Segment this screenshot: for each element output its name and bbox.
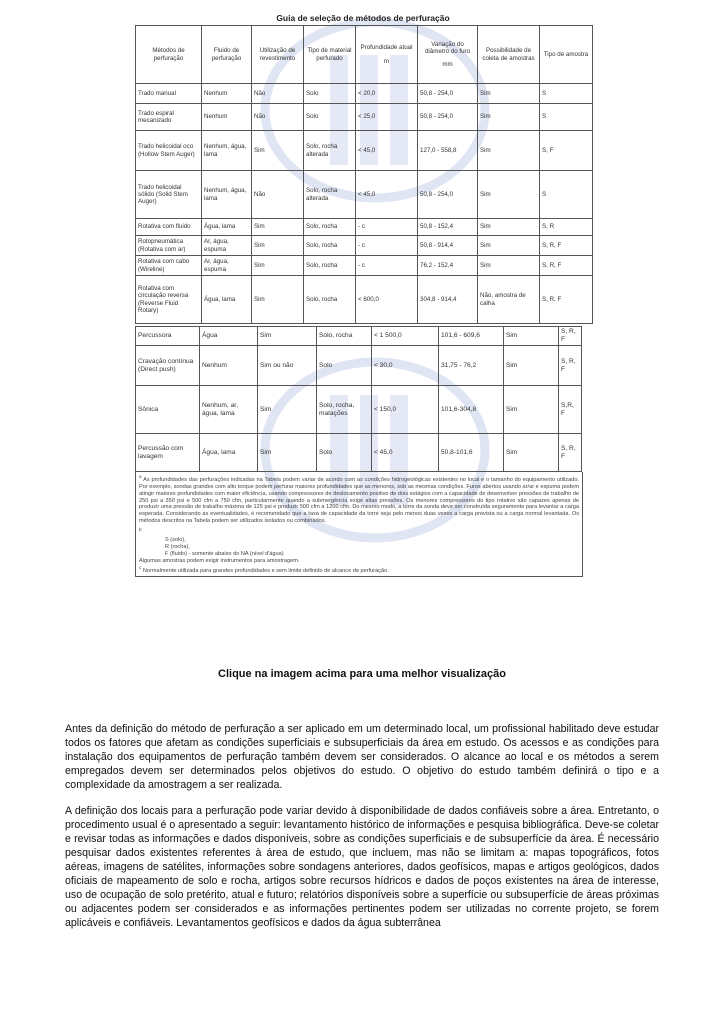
table-cell: < 600,0 <box>356 276 418 324</box>
table-cell: Sônica <box>136 386 200 434</box>
table-cell: S <box>540 171 593 219</box>
table-cell: 50,8 - 914,4 <box>418 236 478 256</box>
table-row <box>136 236 593 256</box>
table-cell: Solo, rocha <box>304 236 356 256</box>
table-cell: Sim <box>252 131 304 171</box>
table-cell: < 1 500,0 <box>372 327 439 346</box>
header-cell: Profundidade atual m <box>356 26 418 84</box>
table-header-row <box>136 26 593 84</box>
table-cell: S <box>540 84 593 104</box>
header-cell: Variação do diâmetro do furo mm <box>418 26 478 84</box>
table-cell: Sim <box>258 434 317 472</box>
table-cell: 101,6 - 609,6 <box>439 327 504 346</box>
table-row <box>136 219 593 236</box>
table-cell: - c <box>356 236 418 256</box>
table-cell: Solo, rocha <box>304 256 356 276</box>
table-cell: Sim <box>258 327 317 346</box>
table-row <box>136 434 582 472</box>
table-cell: 50,8-101,6 <box>439 434 504 472</box>
footnote-b: b <box>139 527 142 533</box>
table-cell: Sim <box>478 84 540 104</box>
table-cell: S, R, F <box>559 327 582 346</box>
table-cell: Ar, água, espuma <box>202 256 252 276</box>
table-cell: S, F <box>540 131 593 171</box>
table-cell: < 25,0 <box>356 104 418 131</box>
table-cell: < 45,0 <box>356 171 418 219</box>
table-cell: < 150,0 <box>372 386 439 434</box>
table-footnotes <box>135 472 583 577</box>
footnote-b-item: S (solo), <box>165 536 186 543</box>
table-cell: 50,8 - 254,0 <box>418 171 478 219</box>
table-cell: Solo, rocha <box>304 276 356 324</box>
table-cell: Sim <box>504 346 559 386</box>
table-cell: Rotativa com cabo (Wireline) <box>136 256 202 276</box>
table-cell: < 45,0 <box>356 131 418 171</box>
table-cell: < 30,0 <box>372 346 439 386</box>
table-cell: Sim <box>258 386 317 434</box>
paragraph: A definição dos locais para a perfuração pode variar devido à disponibilidade de dados confiáveis sobre a área. Entretanto, o procedimento usual é o apresentado a seguir: levantamento histórico de informações e pesquisa bibliográfica. Deve-se coletar e revisar todas as informações e dados disponíveis, sobre as condições superficiais e de subsuperfície da área. É necessário pesquisar dados existentes referentes à área de estudo, que incluem, mas não se limitam a: mapas topográficos, fotos aéreas, imagens de satélites, informações sobre sondagens anteriores, dados geofísicos, mapas e artigos geológicos, dados oficiais de mapeamento de solo e rocha, artigos sobre recursos hídricos e dados de poços existentes na área de interesse, uso de ocupação de solo pretérito, atual e futuro; relatórios disponíveis sobre a superfície ou subsuperfície de áreas próximas ou adjacentes podem ser considerados e as informações pertinentes podem ser utilizadas no corrente projeto, se forem aplicáveis e confiáveis. Levantamentos geofísicos e dados da água subterrânea <box>65 805 659 929</box>
table-row <box>136 131 593 171</box>
table-cell: Sim <box>252 276 304 324</box>
table-cell: Não <box>252 171 304 219</box>
table-row <box>136 386 582 434</box>
table-cell: Solo <box>317 434 372 472</box>
table-cell: Sim <box>504 434 559 472</box>
table-cell: Rotopneumática (Rotativa com ar) <box>136 236 202 256</box>
table-cell: 50,8 - 254,0 <box>418 104 478 131</box>
table-cell: Não <box>252 84 304 104</box>
table-cell: Rotativa com fluido <box>136 219 202 236</box>
table-cell: Nenhum, ar, água, lama <box>200 386 258 434</box>
table-cell: Trado manual <box>136 84 202 104</box>
table-cell: S, R, F <box>559 434 582 472</box>
table-cell: Solo, rocha <box>304 219 356 236</box>
header-cell: Utilização de revestimento <box>252 26 304 84</box>
header-cell: Tipo de amostra <box>540 26 593 84</box>
table-cell: Sim ou não <box>258 346 317 386</box>
table-cell: 304,8 - 914,4 <box>418 276 478 324</box>
methods-table-lower <box>135 326 582 472</box>
table-cell: S,R, F <box>559 386 582 434</box>
header-cell: Tipo de material perfurado <box>304 26 356 84</box>
table-cell: Rotativa com circulação reversa (Reverse Fluid Rotary) <box>136 276 202 324</box>
header-cell: Possibilidade de coleta de amostras <box>478 26 540 84</box>
table-cell: 50,8 - 152,4 <box>418 219 478 236</box>
table-cell: Não, amostra de calha <box>478 276 540 324</box>
header-cell: Fluido de perfuração <box>202 26 252 84</box>
table-cell: Água, lama <box>200 434 258 472</box>
table-cell: Trado espiral mecanizado <box>136 104 202 131</box>
table-cell: Sim <box>504 386 559 434</box>
table-cell: Sim <box>478 236 540 256</box>
table-cell: Sim <box>478 219 540 236</box>
table-cell: 31,75 - 76,2 <box>439 346 504 386</box>
table-cell: S, R <box>540 219 593 236</box>
table-cell: Solo <box>304 84 356 104</box>
table-cell: Trado helicoidal sólido (Solid Stem Auger) <box>136 171 202 219</box>
table-cell: Nenhum <box>202 104 252 131</box>
table-cell: 76,2 - 152,4 <box>418 256 478 276</box>
table-cell: Não <box>252 104 304 131</box>
table-row <box>136 276 593 324</box>
table-row <box>136 327 582 346</box>
table-cell: 101,6-304,8 <box>439 386 504 434</box>
table-cell: Sim <box>252 236 304 256</box>
table-row <box>136 346 582 386</box>
table-row <box>136 104 593 131</box>
table-cell: Nenhum, água, lama <box>202 131 252 171</box>
table-cell: Solo <box>304 104 356 131</box>
table-cell: Nenhum <box>200 346 258 386</box>
table-cell: Solo, rocha <box>317 327 372 346</box>
paragraph: Antes da definição do método de perfuração a ser aplicado em um determinado local, um profissional habilitado deve estudar todos os fatores que afetam as condições superficiais e subsuperficiais da área em estudo. Os acessos e as condições para instalação dos equipamentos de perfuração também devem ser considerados. O alcance ao local e os métodos a serem empregados devem ser determinados pelos objetivos do estudo. O objetivo do estudo também definirá o tipo e a complexidade da amostragem a ser realizada. <box>65 723 659 791</box>
table-row <box>136 84 593 104</box>
article-body <box>65 722 659 942</box>
table-cell: - c <box>356 219 418 236</box>
table-cell: S, R, F <box>540 236 593 256</box>
table-cell: S, R, F <box>559 346 582 386</box>
footnote-c: $^c$ Normalmente utilizada para grandes profundidades e sem limite definido de alcance de perfuração. <box>139 564 389 574</box>
table-cell: Nenhum <box>202 84 252 104</box>
table-cell: < 20,0 <box>356 84 418 104</box>
table-cell: 50,8 - 254,0 <box>418 84 478 104</box>
table-cell: Sim <box>252 219 304 236</box>
table-cell: Trado helicoidal oco (Hollow Stem Auger) <box>136 131 202 171</box>
table-cell: < 45,0 <box>372 434 439 472</box>
footnote-b-item: F (fluido) - somente abaixo do NA (nível d'água) <box>165 550 284 557</box>
image-caption[interactable]: Clique na imagem acima para uma melhor visualização <box>218 668 506 680</box>
table-cell: Água, lama <box>202 219 252 236</box>
table-row <box>136 171 593 219</box>
table-cell: Percussora <box>136 327 200 346</box>
table-cell: Sim <box>478 256 540 276</box>
table-row <box>136 256 593 276</box>
table-cell: S, R, F <box>540 276 593 324</box>
footnote-a: $^a$ As profundidades das perfurações indicadas na Tabela podem variar de acordo com as condições hidrogeológicas existentes no local e o tamanho do equipamento utilizado. Por exemplo, sondas grandes com alto torque podem perfurar maiores profundidades que as menores, sob as mesmas condições. Furos abertos usando ar/ar e espuma podem atingir maiores profundidades com maior eficiência, usando compressores de deslocamento positivo de dois estágios com a capacidade de desenvolver pressões de trabalho de 250 psi a 350 psi e 500 cfm a 750 cfm, particularmente quando a submergência exige altas pressões. Os menores compressores do tipo rotativo são capazes apenas de produzir uma pressão de trabalho máxima de 125 psi e produzir 500 cfm a 1200 cfm. Do mesmo modo, a torre da sonda deve ser construída seguramente para levantar a carga esperada. Considerando as eventualidades, é recomendado que a taxa de capacidade da torre seja pelo menos duas vezes a carga prevista ou a carga normal levantada. Os métodos descritos na Tabela podem ser utilizados isolados ou combinados. <box>139 474 579 525</box>
footnote-b-extra: Algumas amostras podem exigir instrumentos para amostragem. <box>139 557 300 564</box>
table-cell: - c <box>356 256 418 276</box>
table-cell: Sim <box>478 104 540 131</box>
table-cell: Sim <box>252 256 304 276</box>
table-cell: Cravação contínua (Direct push) <box>136 346 200 386</box>
table-cell: Sim <box>478 131 540 171</box>
table-cell: Sim <box>478 171 540 219</box>
table-title: Guia de seleção de métodos de perfuração <box>276 13 450 23</box>
table-cell: Sim <box>504 327 559 346</box>
table-cell: Água <box>200 327 258 346</box>
footnote-b-item: R (rocha), <box>165 543 190 550</box>
table-cell: Solo, rocha alterada <box>304 171 356 219</box>
methods-table-figure[interactable] <box>133 12 593 577</box>
table-cell: S, R, F <box>540 256 593 276</box>
header-cell: Métodos de perfuração <box>136 26 202 84</box>
table-cell: S <box>540 104 593 131</box>
table-cell: Água, lama <box>202 276 252 324</box>
table-cell: Solo, rocha, matações <box>317 386 372 434</box>
table-cell: Solo, rocha alterada <box>304 131 356 171</box>
methods-table-upper <box>135 25 593 324</box>
table-cell: 127,0 - 558,8 <box>418 131 478 171</box>
table-cell: Solo <box>317 346 372 386</box>
table-cell: Ar, água, espuma <box>202 236 252 256</box>
table-cell: Percussão com lavagem <box>136 434 200 472</box>
table-cell: Nenhum, água, lama <box>202 171 252 219</box>
